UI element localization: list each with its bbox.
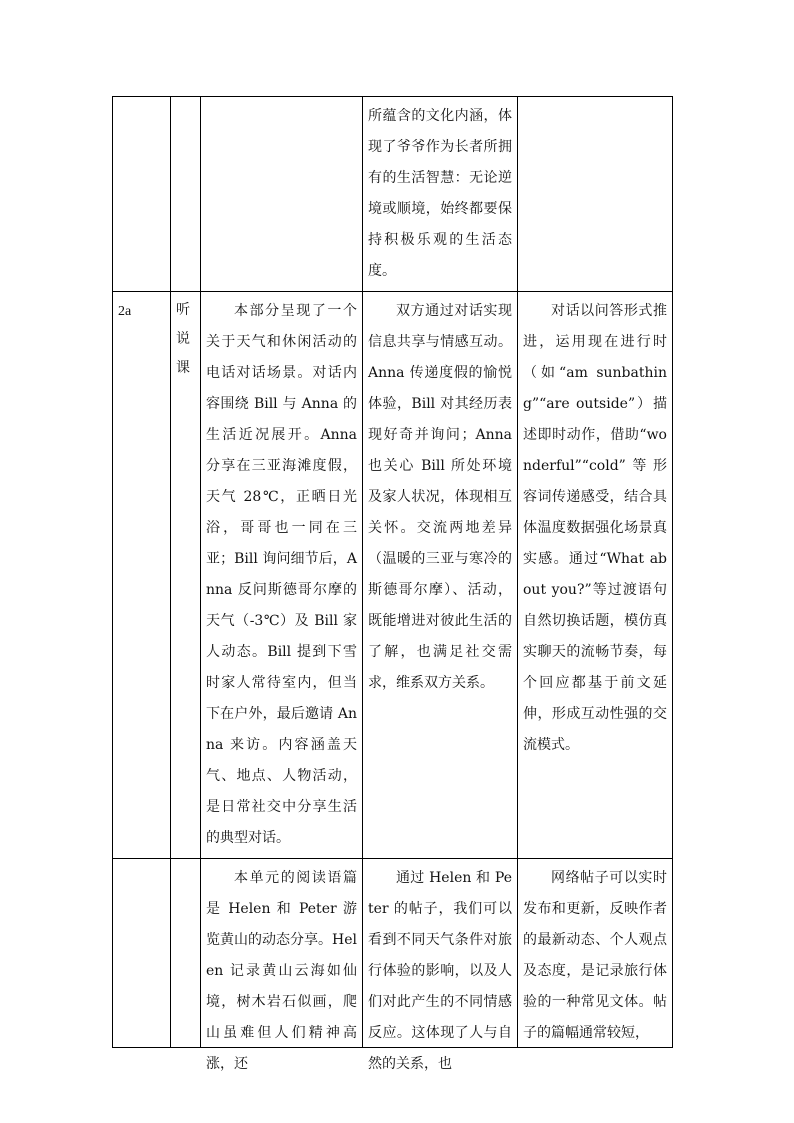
meaning-cell [363, 97, 518, 292]
unit-cell [113, 97, 171, 292]
meaning-text: 双方通过对话实现信息共享与情感互动。Anna 传递度假的愉悦体验，Bill 对其经历表现好奇并询问；Anna 也关心 Bill 所处环境及家人状况，体现相互关怀。交流两地差异（温暖的三亚与寒冷的斯德哥尔摩）、活动，既能增进对彼此生活的了解，也满足社交需求，维系双方关系。 [368, 303, 512, 691]
content-text: 本部分呈现了一个关于天气和休闲活动的电话对话场景。对话内容围绕 Bill 与 Anna 的生活近况展开。Anna 分享在三亚海滩度假，天气 28℃，正晒日光浴，哥哥也一同在三亚；Bill 询问细节后，Anna 反问斯德哥尔摩的天气（-3℃）及 Bill 家人动态。Bill 提到下雪时家人常待室内，但当下在户外，最后邀请 Anna 来访。内容涵盖天气、地点、人物活动，是日常社交中分享生活的典型对话。 [206, 303, 357, 846]
content-text: 本单元的阅读语篇是 Helen 和 Peter 游览黄山的动态分享。Helen 记录黄山云海如仙境，树木岩石似画，爬山虽难但人们精神高涨，还 [206, 870, 357, 1072]
lesson-type-cell [171, 859, 201, 1048]
content-cell [201, 97, 363, 292]
content-cell [201, 292, 363, 859]
lesson-type-char-2: 说 [176, 331, 190, 347]
form-cell [518, 97, 673, 292]
content-cell [201, 859, 363, 1072]
unit-cell [113, 859, 171, 1048]
meaning-text: 所蕴含的文化内涵，体现了爷爷作为长者所拥有的生活智慧：无论逆境或顺境，始终都要保持积极乐观的生活态度。 [368, 108, 512, 279]
table-row [113, 97, 673, 292]
meaning-cell [363, 859, 518, 1072]
meaning-text: 通过 Helen 和 Peter 的帖子，我们可以看到不同天气条件对旅行体验的影响，以及人们对此产生的不同情感反应。这体现了人与自然的关系，也 [368, 870, 512, 1072]
lesson-type-char-3: 课 [176, 360, 190, 376]
form-cell [518, 859, 673, 1048]
form-text: 网络帖子可以实时发布和更新，反映作者的最新动态、个人观点及态度，是记录旅行体验的一种常见文体。帖子的篇幅通常较短， [523, 870, 667, 1041]
meaning-cell [363, 292, 518, 859]
lesson-analysis-table [112, 96, 673, 1072]
lesson-type-cell [171, 292, 201, 859]
table-row [113, 859, 673, 1048]
form-cell [518, 292, 673, 859]
lesson-type-char-1: 听 [176, 302, 190, 318]
form-text: 对话以问答形式推进，运用现在进行时（如“am sunbathing”“are outside”）描述即时动作，借助“wonderful”“cold”等形容词传递感受，结合具体温度数据强化场景真实感。通过“What about you?”等过渡语句自然切换话题，模仿真实聊天的流畅节奏，每个回应都基于前文延伸，形成互动性强的交流模式。 [523, 303, 667, 753]
lesson-type-cell [171, 97, 201, 292]
table-row [113, 292, 673, 859]
unit-cell: 2a [113, 292, 171, 859]
